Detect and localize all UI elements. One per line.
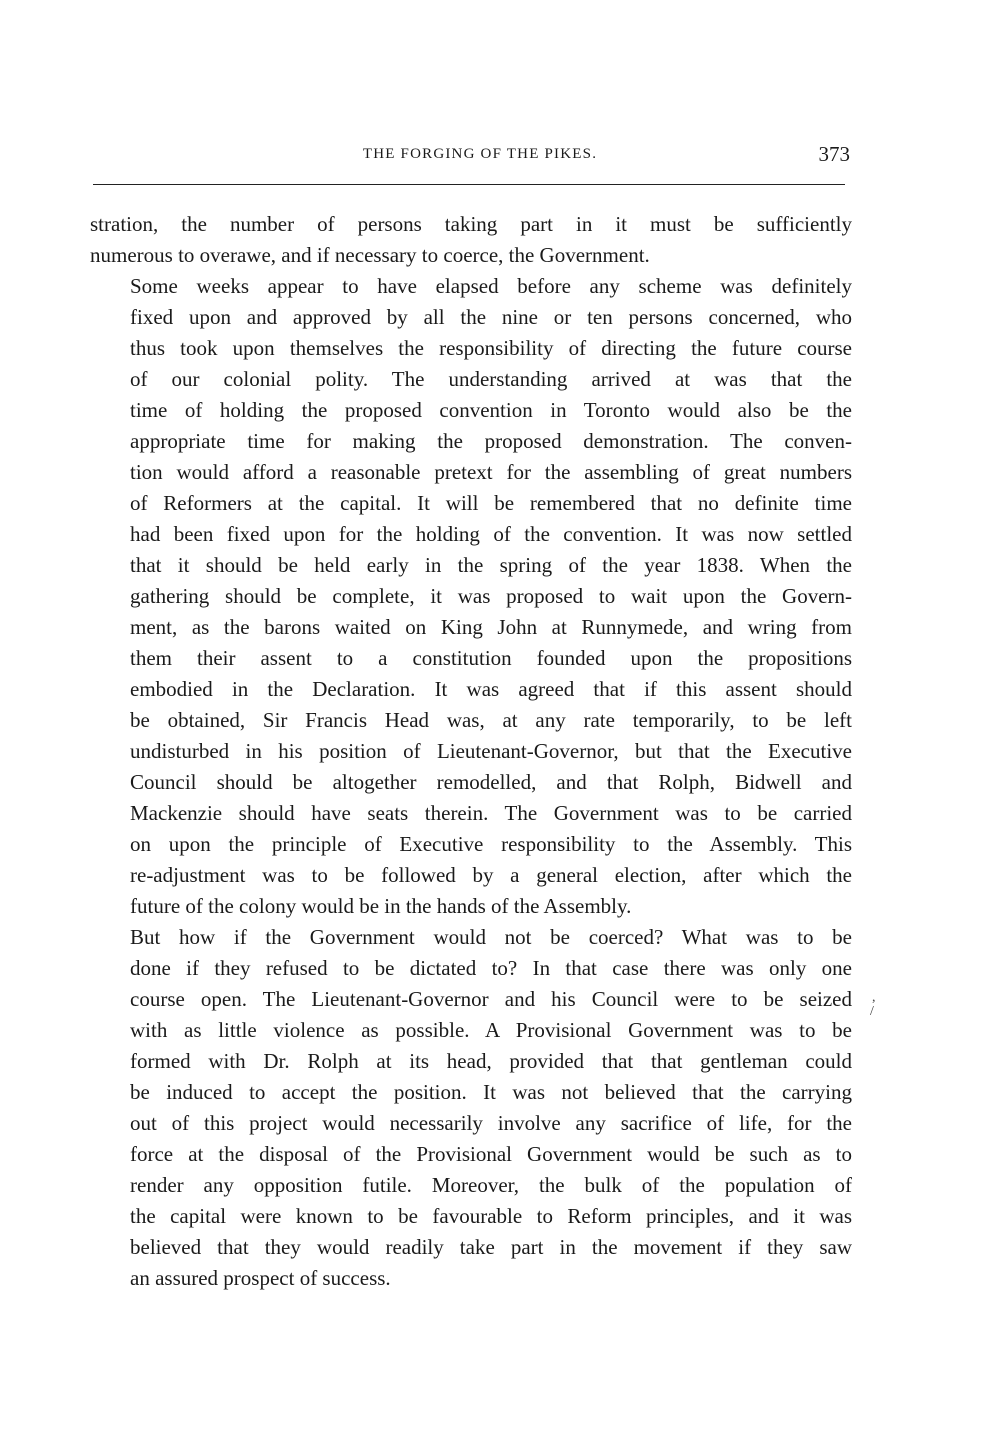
text-line: on upon the principle of Executive responsibility to the Assembly. This <box>130 832 852 856</box>
text-line: Mackenzie should have seats therein. The Government was to be carried <box>130 801 852 825</box>
text-line: the capital were known to be favourable to Reform principles, and it was <box>130 1204 852 1228</box>
text-line: fixed upon and approved by all the nine or ten persons concerned, who <box>130 305 852 329</box>
body-text <box>90 209 852 1294</box>
text-line: time of holding the proposed convention in Toronto would also be the <box>130 398 852 422</box>
text-line: render any opposition futile. Moreover, the bulk of the population of <box>130 1173 852 1197</box>
text-line: ment, as the barons waited on King John at Runnymede, and wring from <box>130 615 852 639</box>
text-line: stration, the number of persons taking part in it must be sufficiently <box>90 212 852 236</box>
text-line: be obtained, Sir Francis Head was, at any rate temporarily, to be left <box>130 708 852 732</box>
text-line: of Reformers at the capital. It will be remembered that no definite time <box>130 491 852 515</box>
paragraph <box>90 271 852 922</box>
text-line: thus took upon themselves the responsibility of directing the future course <box>130 336 852 360</box>
text-line: formed with Dr. Rolph at its head, provided that that gentleman could <box>130 1049 852 1073</box>
text-line: be induced to accept the position. It was not believed that the carrying <box>130 1080 852 1104</box>
text-line: future of the colony would be in the hands of the Assembly. <box>130 894 632 918</box>
text-line: appropriate time for making the proposed demonstration. The conven- <box>130 429 852 453</box>
paragraph <box>90 922 852 1294</box>
text-line: an assured prospect of success. <box>130 1266 391 1290</box>
text-line: with as little violence as possible. A Provisional Government was to be <box>130 1018 852 1042</box>
page-header <box>90 142 850 172</box>
text-line: gathering should be complete, it was proposed to wait upon the Govern- <box>130 584 852 608</box>
text-line: of our colonial polity. The understanding arrived at was that the <box>130 367 852 391</box>
text-line: course open. The Lieutenant-Governor and his Council were to be seized <box>130 987 852 1011</box>
text-line: had been fixed upon for the holding of the convention. It was now settled <box>130 522 852 546</box>
page-number: 373 <box>818 142 850 166</box>
text-line: re-adjustment was to be followed by a general election, after which the <box>130 863 852 887</box>
paragraph <box>90 209 852 271</box>
text-line: them their assent to a constitution founded upon the propositions <box>130 646 852 670</box>
text-line: Some weeks appear to have elapsed before any scheme was definitely <box>130 274 852 298</box>
text-line: believed that they would readily take part in the movement if they saw <box>130 1235 852 1259</box>
text-line: undisturbed in his position of Lieutenant-Governor, but that the Executive <box>130 739 852 763</box>
text-line: out of this project would necessarily involve any sacrifice of life, for the <box>130 1111 852 1135</box>
text-line: Council should be altogether remodelled, and that Rolph, Bidwell and <box>130 770 852 794</box>
text-line: that it should be held early in the spring of the year 1838. When the <box>130 553 852 577</box>
text-line: embodied in the Declaration. It was agreed that if this assent should <box>130 677 852 701</box>
running-title: THE FORGING OF THE PIKES. <box>362 146 598 162</box>
text-line: But how if the Government would not be coerced? What was to be <box>130 925 852 949</box>
text-line: done if they refused to be dictated to? In that case there was only one <box>130 956 852 980</box>
margin-mark: / <box>870 1004 874 1019</box>
margin-mark: , <box>872 990 876 1005</box>
text-line: force at the disposal of the Provisional Government would be such as to <box>130 1142 852 1166</box>
header-rule <box>93 184 845 185</box>
text-line: numerous to overawe, and if necessary to coerce, the Government. <box>90 243 650 267</box>
text-line: tion would afford a reasonable pretext for the assembling of great numbers <box>130 460 852 484</box>
